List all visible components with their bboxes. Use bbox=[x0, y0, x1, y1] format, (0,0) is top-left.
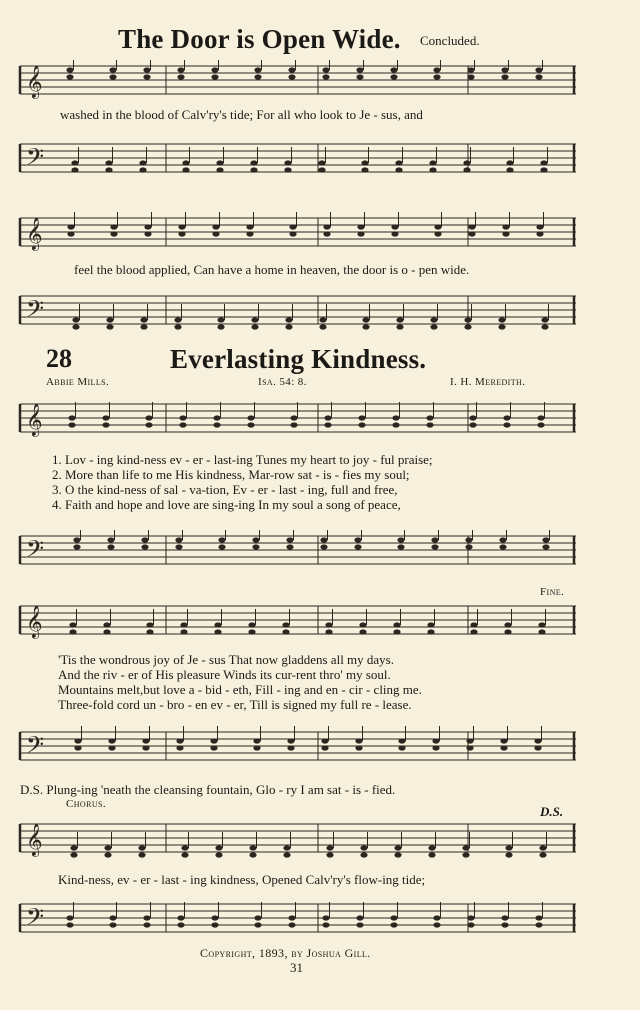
verse-1: 1. Lov - ing kind-ness ev - er - last-ing Tunes my heart to joy - ful praise; bbox=[52, 452, 433, 467]
refrain-line-3: Mountains melt,but love a - bid - eth, Fill - ing and en - cir - cling me. bbox=[58, 682, 422, 697]
svg-text:𝄢: 𝄢 bbox=[26, 295, 45, 328]
staff-lines bbox=[18, 898, 578, 938]
door-lyric-line-2: feel the blood applied, Can have a home in heaven, the door is o - pen wide. bbox=[74, 262, 470, 277]
staff-treble-4 bbox=[18, 600, 578, 640]
hymn-composer: I. H. Meredith. bbox=[450, 376, 526, 388]
svg-text:𝄞: 𝄞 bbox=[26, 605, 43, 638]
staff-lines bbox=[18, 600, 578, 640]
hymn-author: Abbie Mills. bbox=[46, 376, 110, 388]
refrain-line-4: Three-fold cord un - bro - en ev - er, Till is signed my full re - lease. bbox=[58, 697, 412, 712]
door-lyric-line-1: washed in the blood of Calv'ry's tide; For all who look to Je - sus, and bbox=[60, 107, 423, 122]
hymn-number: 28 bbox=[46, 344, 72, 373]
verse-3: 3. O the kind-ness of sal - va-tion, Ev - er - last - ing, full and free, bbox=[52, 482, 398, 497]
staff-treble-2 bbox=[18, 212, 578, 252]
staff-lines bbox=[18, 818, 578, 858]
svg-text:𝄢: 𝄢 bbox=[26, 731, 45, 764]
staff-bass-5 bbox=[18, 898, 578, 938]
hymn-title: Everlasting Kindness. bbox=[170, 344, 427, 374]
staff-lines bbox=[18, 726, 578, 766]
svg-text:𝄞: 𝄞 bbox=[26, 403, 43, 436]
ds-mark: D.S. bbox=[540, 804, 564, 819]
ds-lyric-line: D.S. Plung-ing 'neath the cleansing fountain, Glo - ry I am sat - is - fied. bbox=[20, 782, 396, 797]
svg-text:𝄢: 𝄢 bbox=[26, 535, 45, 568]
staff-bass-1 bbox=[18, 138, 578, 178]
chorus-lyric: Kind-ness, ev - er - last - ing kindness, Opened Calv'ry's flow-ing tide; bbox=[58, 872, 426, 887]
staff-bass-3 bbox=[18, 530, 578, 570]
verse-2: 2. More than life to me His kindness, Mar-row sat - is - fies my soul; bbox=[52, 467, 410, 482]
fine-marking: Fine. bbox=[540, 586, 565, 598]
svg-text:𝄞: 𝄞 bbox=[26, 65, 43, 98]
svg-text:𝄢: 𝄢 bbox=[26, 903, 45, 936]
staff-lines bbox=[18, 398, 578, 438]
svg-text:𝄞: 𝄞 bbox=[26, 823, 43, 856]
staff-lines bbox=[18, 212, 578, 252]
page-number: 31 bbox=[290, 960, 303, 975]
staff-lines bbox=[18, 138, 578, 178]
staff-treble-1 bbox=[18, 60, 578, 100]
staff-lines bbox=[18, 60, 578, 100]
staff-treble-3 bbox=[18, 398, 578, 438]
svg-text:𝄞: 𝄞 bbox=[26, 217, 43, 250]
staff-bass-4 bbox=[18, 726, 578, 766]
refrain-line-2: And the riv - er of His pleasure Winds its cur-rent thro' my soul. bbox=[58, 667, 391, 682]
staff-treble-5 bbox=[18, 818, 578, 858]
verse-4: 4. Faith and hope and love are sing-ing In my soul a song of peace, bbox=[52, 497, 401, 512]
page-title: The Door is Open Wide. bbox=[118, 24, 401, 54]
refrain-line-1: 'Tis the wondrous joy of Je - sus That now gladdens all my days. bbox=[58, 652, 394, 667]
svg-text:𝄢: 𝄢 bbox=[26, 143, 45, 176]
chorus-label: Chorus. bbox=[66, 798, 107, 810]
concluded-label: Concluded. bbox=[420, 33, 480, 48]
staff-bass-2 bbox=[18, 290, 578, 330]
staff-lines bbox=[18, 290, 578, 330]
copyright: Copyright, 1893, by Joshua Gill. bbox=[200, 946, 371, 960]
hymn-scripture: Isa. 54: 8. bbox=[258, 376, 307, 388]
staff-lines bbox=[18, 530, 578, 570]
